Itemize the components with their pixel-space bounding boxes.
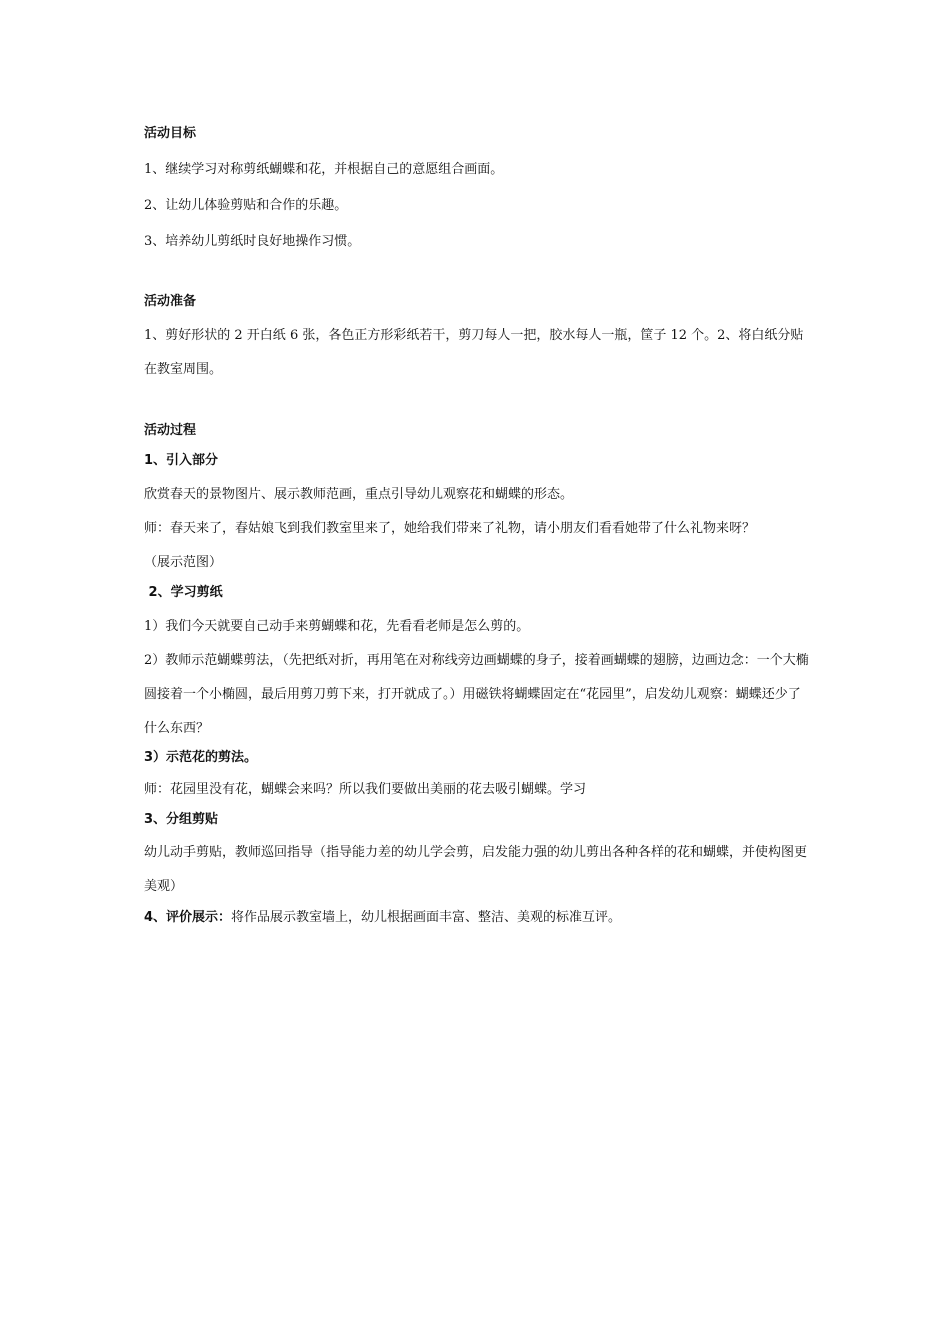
process-heading: 活动过程 xyxy=(144,423,197,438)
step2-paragraph-1: 1）我们今天就要自己动手来剪蝴蝶和花，先看看老师是怎么剪的。 xyxy=(144,619,530,634)
document-body xyxy=(144,124,810,928)
prep-heading: 活动准备 xyxy=(144,294,197,309)
step1-paragraph-1: 欣赏春天的景物图片、展示教师范画，重点引导幼儿观察花和蝴蝶的形态。 xyxy=(144,487,574,502)
step1-paragraph-2: 师：春天来了，春姑娘飞到我们教室里来了，她给我们带来了礼物，请小朋友们看看她带了什么礼物来呀？ xyxy=(144,521,756,536)
step2-paragraph-3: 师：花园里没有花，蝴蝶会来吗？所以我们要做出美丽的花去吸引蝴蝶。学习 xyxy=(144,782,587,797)
step4-line xyxy=(144,908,810,928)
step4-title: 4、评价展示： xyxy=(144,910,232,925)
step2-title: 2、学习剪纸 xyxy=(144,585,223,600)
step2-subtitle-3: 3）示范花的剪法。 xyxy=(144,750,258,765)
step4-text: 将作品展示教室墙上，幼儿根据画面丰富、整洁、美观的标准互评。 xyxy=(231,910,622,925)
goal-item-2: 2、让幼儿体验剪贴和合作的乐趣。 xyxy=(144,198,348,213)
step3-paragraph-1: 幼儿动手剪贴，教师巡回指导（指导能力差的幼儿学会剪，启发能力强的幼儿剪出各种各样的花和蝴蝶，并使构图更美观） xyxy=(144,845,808,894)
step1-paragraph-3: （展示范图） xyxy=(144,555,223,570)
step3-title: 3、分组剪贴 xyxy=(144,812,219,827)
goal-item-3: 3、培养幼儿剪纸时良好地操作习惯。 xyxy=(144,234,361,249)
goals-heading: 活动目标 xyxy=(144,126,197,141)
step2-paragraph-2: 2）教师示范蝴蝶剪法，（先把纸对折，再用笔在对称线旁边画蝴蝶的身子，接着画蝴蝶的翅膀，边画边念：一个大椭圆接着一个小椭圆，最后用剪刀剪下来，打开就成了。）用磁铁将蝴蝶固定在“花园里”，启发幼儿观察：蝴蝶还少了什么东西？ xyxy=(144,653,809,736)
goal-item-1: 1、继续学习对称剪纸蝴蝶和花，并根据自己的意愿组合画面。 xyxy=(144,162,504,177)
prep-text: 1、剪好形状的 2 开白纸 6 张，各色正方形彩纸若干，剪刀每人一把，胶水每人一瓶，筐子 12 个。2、将白纸分贴在教室周围。 xyxy=(144,328,804,377)
step1-title: 1、引入部分 xyxy=(144,453,219,468)
